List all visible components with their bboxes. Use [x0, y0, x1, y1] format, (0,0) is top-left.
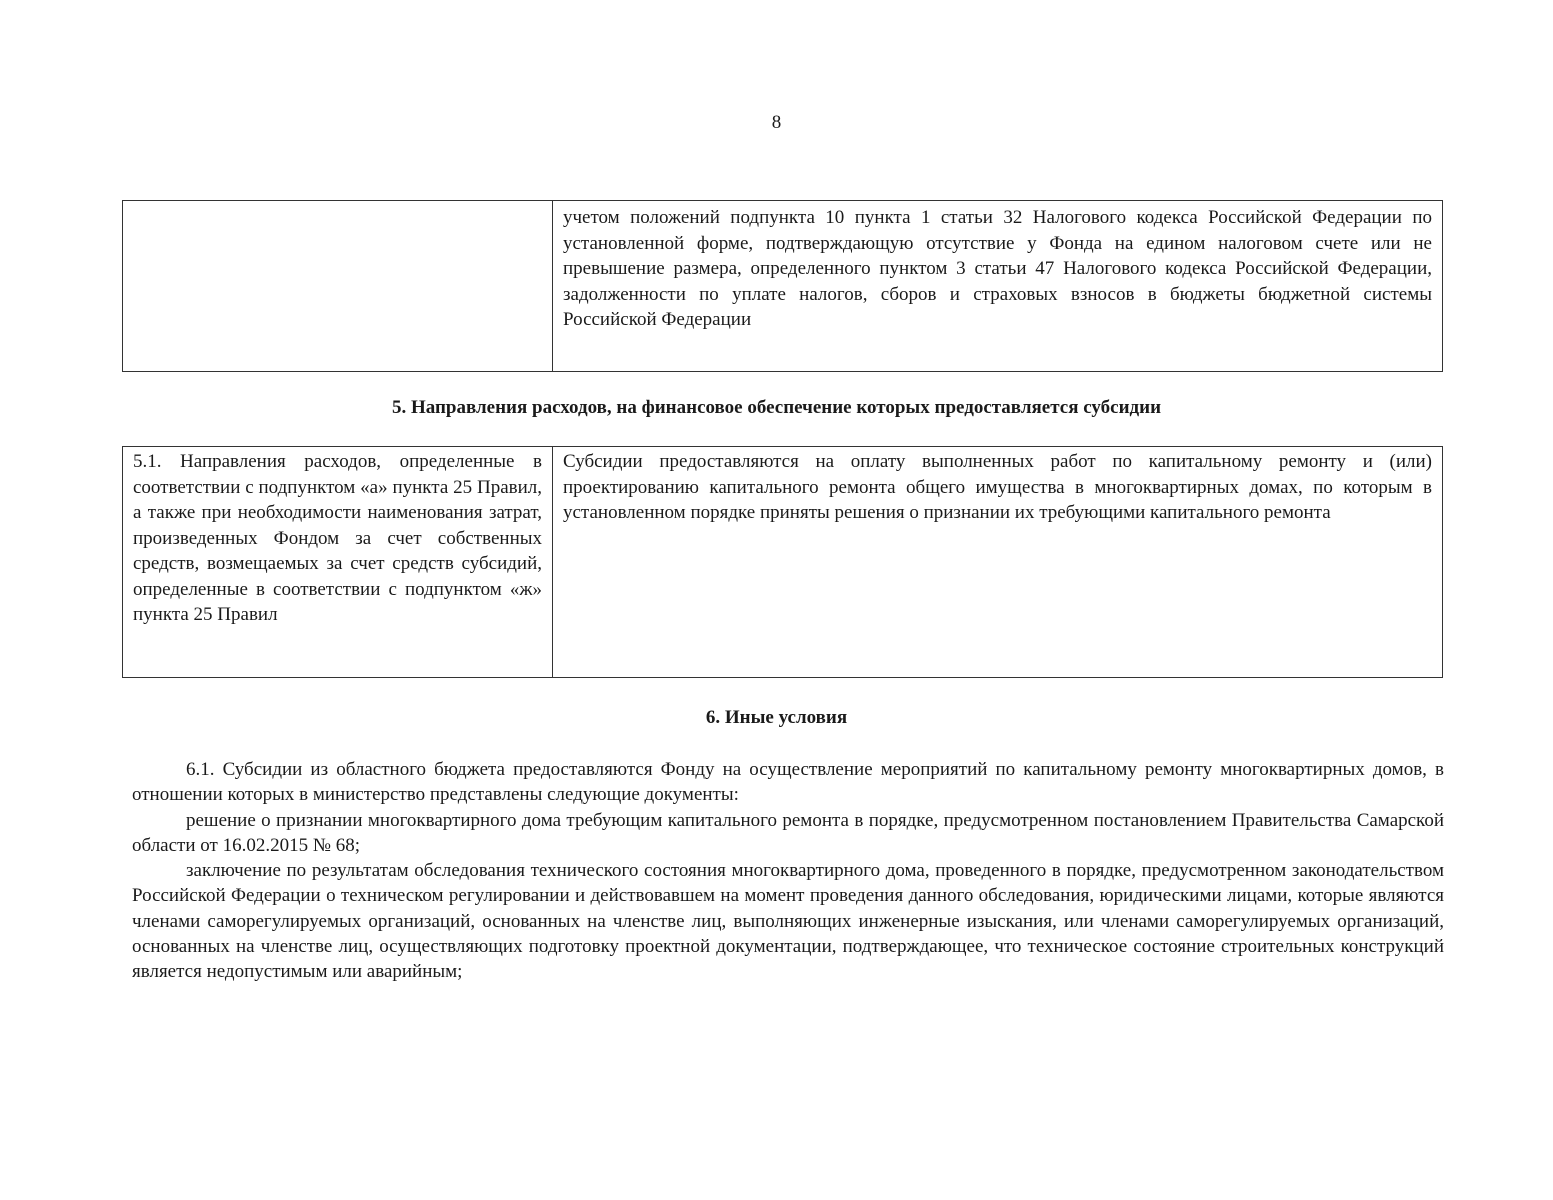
paragraph: решение о признании многоквартирного дома требующим капитального ремонта в порядке, предусмотренном постановлением Правительства Самарской области от 16.02.2015 № 68;	[132, 809, 1444, 856]
continuation-table	[122, 200, 1443, 372]
section-6-heading: 6. Иные условия	[705, 707, 848, 728]
table-row	[123, 201, 1443, 372]
section-5-table	[122, 446, 1443, 678]
table-row	[123, 447, 1443, 678]
paragraph: заключение по результатам обследования технического состояния многоквартирного дома, проведенного в порядке, предусмотренном законодательством Российской Федерации о техническом регулировании и действовавшем на момент проведения данного обследования, юридическими лицами, которые являются членами саморегулируемых организаций, основанных на членстве лиц, выполняющих инженерные изыскания, или членами саморегулируемых организаций, основанных на членстве лиц, осуществляющих подготовку проектной документации, подтверждающее, что техническое состояние строительных конструкций является недопустимым или аварийным;	[132, 860, 1444, 983]
table-cell-left: 5.1. Направления расходов, определенные в соответствии с подпунктом «а» пункта 25 Правил, а также при необходимости наименования затрат, произведенных Фондом за счет собственных средств, возмещаемых за счет средств субсидий, определенные в соответствии с подпунктом «ж» пункта 25 Правил	[123, 447, 553, 678]
section-6-body	[132, 757, 1444, 985]
table-cell-left	[123, 201, 553, 372]
page-number: 8	[771, 112, 782, 133]
section-5-heading: 5. Направления расходов, на финансовое обеспечение которых предоставляется субсидии	[391, 397, 1162, 418]
table-cell-right: учетом положений подпункта 10 пункта 1 статьи 32 Налогового кодекса Российской Федерации по установленной форме, подтверждающую отсутствие у Фонда на едином налоговом счете или не превышение размера, определенного пунктом 3 статьи 47 Налогового кодекса Российской Федерации, задолженности по уплате налогов, сборов и страховых взносов в бюджеты бюджетной системы Российской Федерации	[553, 201, 1443, 372]
paragraph: 6.1. Субсидии из областного бюджета предоставляются Фонду на осуществление мероприятий по капитальному ремонту многоквартирных домов, в отношении которых в министерство представлены следующие документы:	[132, 759, 1444, 806]
table-cell-right: Субсидии предоставляются на оплату выполненных работ по капитальному ремонту и (или) проектированию капитального ремонта общего имущества в многоквартирных домах, по которым в установленном порядке приняты решения о признании их требующими капитального ремонта	[553, 447, 1443, 678]
